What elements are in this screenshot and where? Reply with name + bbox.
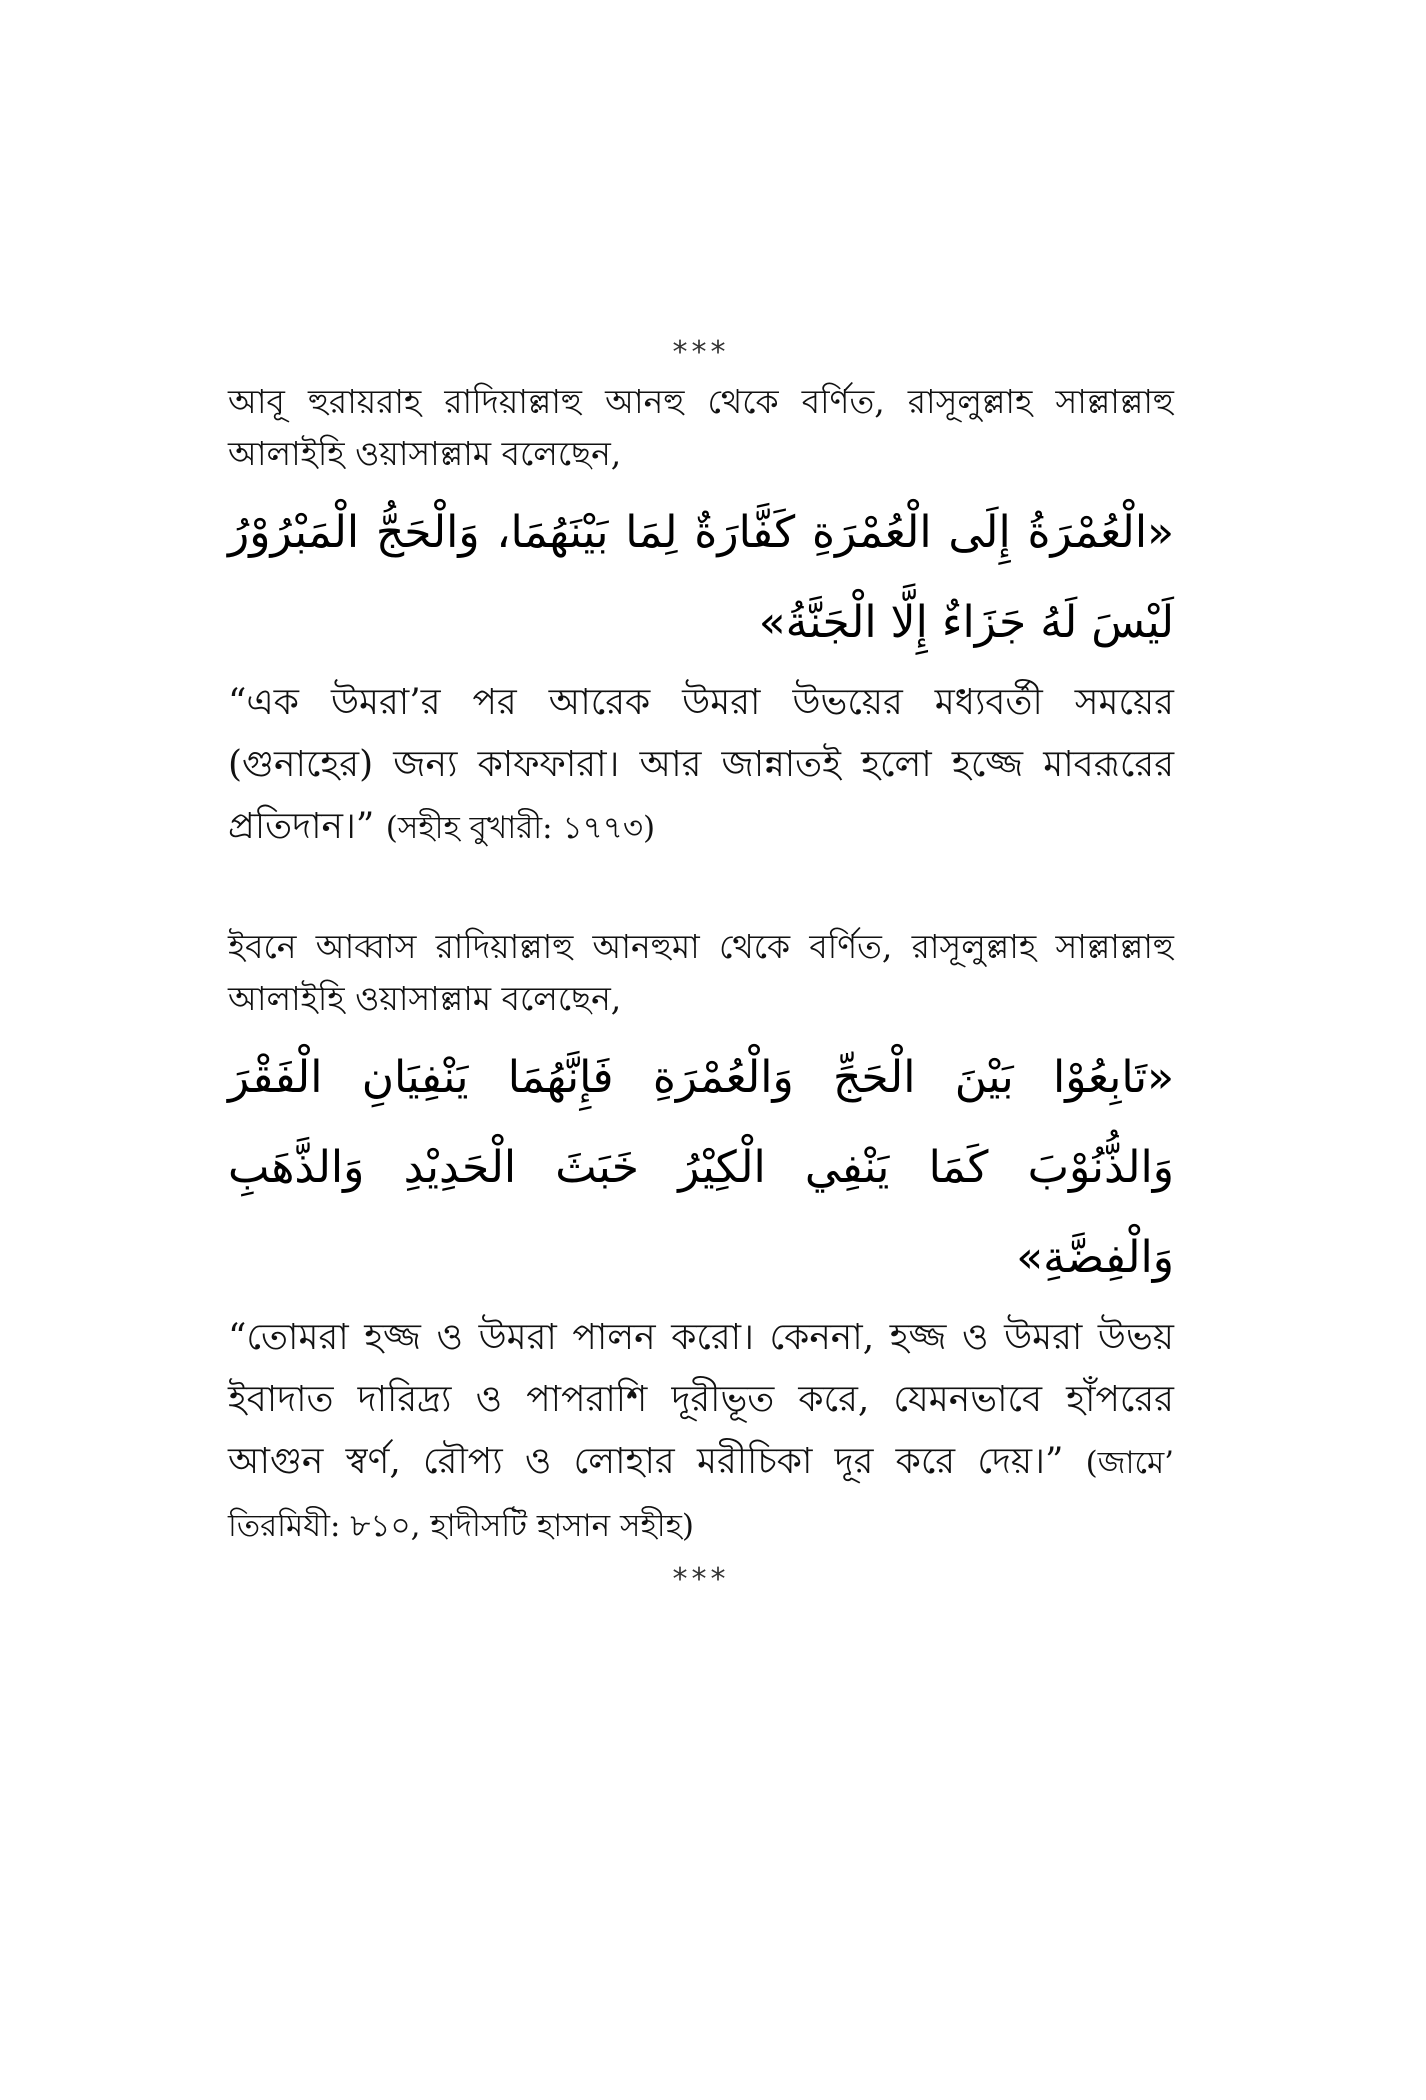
hadith-2-translation — [228, 1307, 1174, 1557]
hadith-1-translation — [228, 672, 1174, 859]
section-divider-top: *** — [672, 335, 730, 370]
hadith-1-translation-text: “এক উমরা’র পর আরেক উমরা উভয়ের মধ্যবর্তী সময়ের (গুনাহের) জন্য কাফফারা। আর জান্নাতই হলো হজ্জে মাবরূরের প্রতিদান।” — [228, 682, 1174, 847]
hadith-2-citation: (জামে’ তিরমিযী: ৮১০, হাদীসটি হাসান সহীহ) — [228, 1445, 1175, 1544]
hadith-2-translation-text: “তোমরা হজ্জ ও উমরা পালন করো। কেননা, হজ্জ ও উমরা উভয় ইবাদাত দারিদ্র্য ও পাপরাশি দূরীভূত করে, যেমনভাবে হাঁপরের আগুন স্বর্ণ, রৌপ্য ও লোহার মরীচিকা দূর করে দেয়।” — [228, 1317, 1174, 1482]
hadith-2-intro: ইবনে আব্বাস রাদিয়াল্লাহু আনহুমা থেকে বর্ণিত, রাসূলুল্লাহ সাল্লাল্লাহু আলাইহি ওয়াসাল্লাম বলেছেন, — [228, 927, 1174, 1018]
hadith-1-citation: (সহীহ বুখারী: ১৭৭৩) — [385, 810, 656, 846]
hadith-2-arabic-text: «تَابِعُوْا بَيْنَ الْحَجِّ وَالْعُمْرَةِ فَإِنَّهُمَا يَنْفِيَانِ الْفَقْرَ وَالذُّنُوْبَ كَمَا يَنْفِي الْكِيْرُ خَبَثَ الْحَدِيْدِ وَالذَّهَبِ وَالْفِضَّةِ» — [228, 1052, 1174, 1283]
section-divider-bottom: *** — [672, 1562, 730, 1597]
hadith-block-1 — [228, 376, 1174, 859]
hadith-block-2 — [228, 921, 1174, 1557]
hadith-1-intro: আবূ হুরায়রাহ রাদিয়াল্লাহু আনহু থেকে বর্ণিত, রাসূলুল্লাহ সাল্লাল্লাহু আলাইহি ওয়াসাল্লাম বলেছেন, — [228, 382, 1174, 473]
section-spacer — [228, 859, 1174, 921]
page-content — [228, 330, 1174, 1603]
hadith-1-arabic-text: «الْعُمْرَةُ إِلَى الْعُمْرَةِ كَفَّارَةٌ لِمَا بَيْنَهُمَا، وَالْحَجُّ الْمَبْرُوْرُ لَيْسَ لَهُ جَزَاءٌ إِلَّا الْجَنَّةُ» — [228, 507, 1174, 648]
